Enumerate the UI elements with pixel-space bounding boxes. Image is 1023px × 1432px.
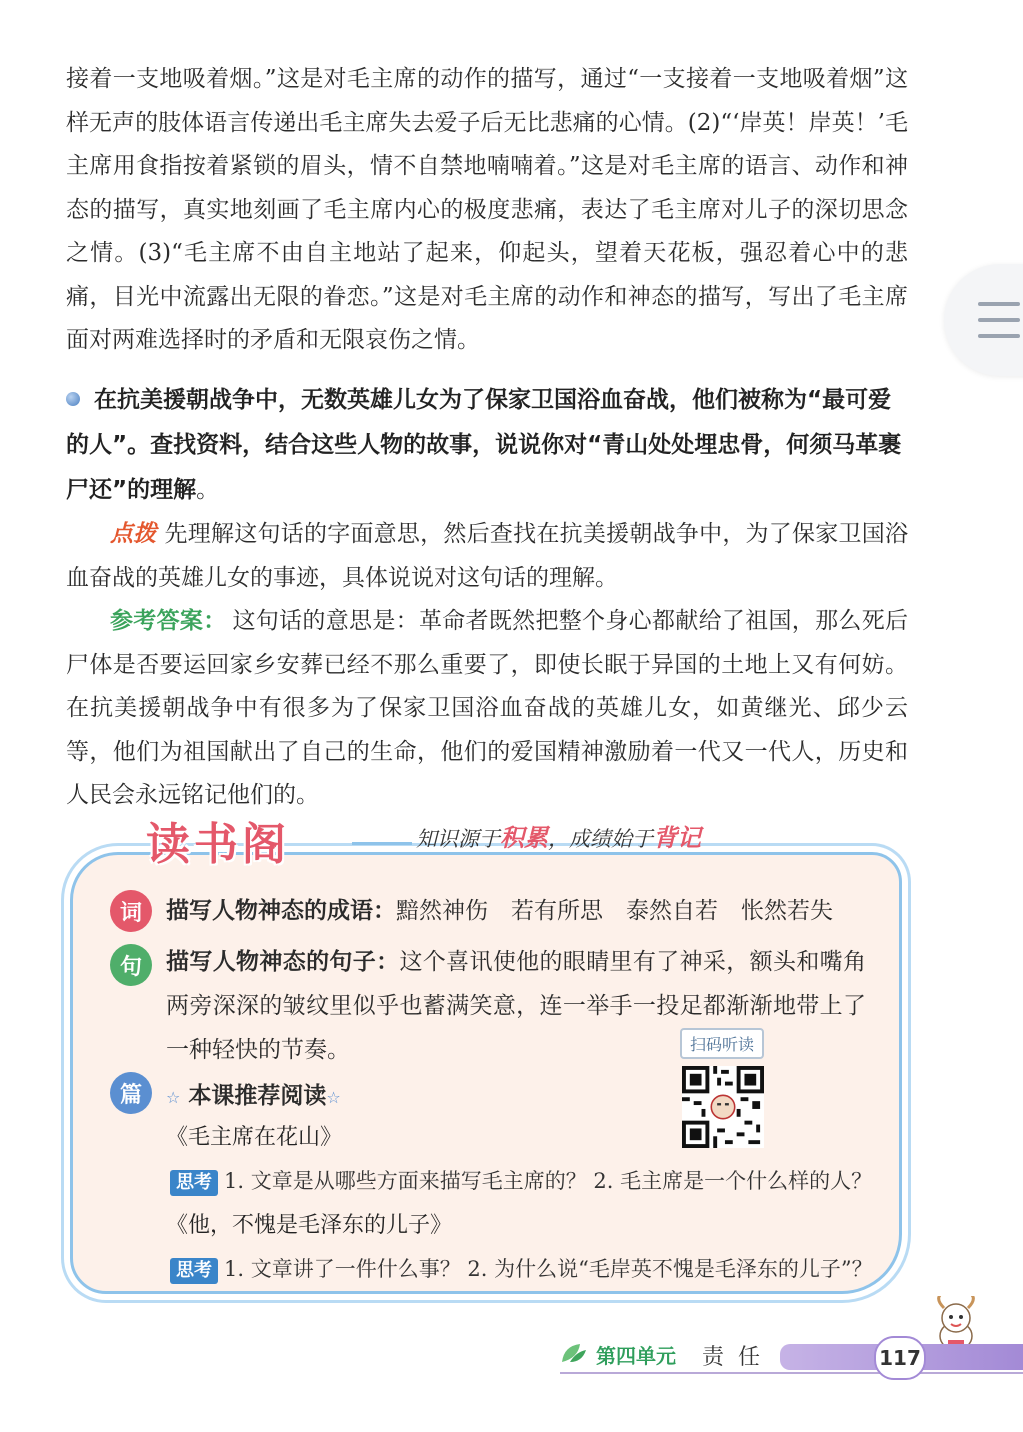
motto-part-a: 知识源于	[416, 827, 500, 851]
think-tag: 思考	[170, 1170, 218, 1196]
motto-separator: ，	[548, 827, 569, 851]
think-tag: 思考	[170, 1258, 218, 1284]
recommend-label: 本课推荐阅读	[188, 1083, 327, 1109]
answer-paragraph	[66, 600, 908, 818]
reading-section-title: 读书阁	[146, 819, 290, 870]
leaf-icon	[560, 1342, 588, 1364]
think-text-1: 1. 文章是从哪些方面来描写毛主席的？ 2. 毛主席是一个什么样的人？	[224, 1169, 873, 1193]
reading-motto	[416, 818, 701, 853]
book-title-2: 《他，不愧是毛泽东的儿子》	[166, 1213, 453, 1238]
page-number: 117	[874, 1336, 926, 1380]
idioms-row	[166, 889, 833, 933]
question-tail: 。	[196, 477, 220, 503]
star-icon: ☆	[326, 1088, 341, 1107]
hint-text: 先理解这句话的字面意思，然后查找在抗美援朝战争中，为了保家卫国浴血奋战的英雄儿女的事迹，具体说说对这句话的理解。	[66, 521, 909, 591]
book-title-1: 《毛主席在花山》	[166, 1125, 343, 1150]
scan-to-listen-label[interactable]: 扫码听读	[680, 1028, 764, 1059]
motto-highlight-a: 积累	[500, 824, 548, 852]
bullet-icon	[66, 392, 80, 406]
think-text-2: 1. 文章讲了一件什么事？ 2. 为什么说“毛岸英不愧是毛泽东的儿子”？	[224, 1257, 873, 1281]
think-row-2	[170, 1254, 873, 1284]
hint-label: 点拨	[110, 520, 157, 547]
motto-part-b: 成绩始于	[569, 827, 653, 851]
footer-rule	[560, 1372, 1023, 1374]
sentence-label: 描写人物神态的句子：	[166, 949, 400, 975]
sentence-text: 这个喜讯使他的眼睛里有了神采，额头和嘴角两旁深深的皱纹里似乎也蓄满笑意，连一举手一投足都渐渐地带上了一种轻快的节奏。	[166, 949, 867, 1063]
recommend-row	[166, 1074, 341, 1120]
word-badge-icon: 词	[110, 890, 152, 932]
answer-text: 这句话的意思是：革命者既然把整个身心都献给了祖国，那么死后尸体是否要运回家乡安葬已经不那么重要了，即使长眠于异国的土地上又有何妨。在抗美援朝战争中有很多为了保家卫国浴血奋战的英雄儿女，如黄继光、邱少云等，他们为祖国献出了自己的生命，他们的爱国精神激励着一代又一代人，历史和人民会永远铭记他们的。	[66, 608, 909, 808]
motto-highlight-b: 背记	[653, 824, 701, 852]
body-paragraph-analysis: 接着一支地吸着烟。”这是对毛主席的动作的描写，通过“一支接着一支地吸着烟”这样无声的肢体语言传递出毛主席失去爱子后无比悲痛的心情。(2)“‘岸英！岸英！’毛主席用食指按着紧锁的眉头，情不自禁地喃喃着。”这是对毛主席的语言、动作和神态的描写，真实地刻画了毛主席内心的极度悲痛，表达了毛主席对儿子的深切思念之情。(3)“毛主席不由自主地站了起来，仰起头，望着天花板，强忍着心中的悲痛，目光中流露出无限的眷恋。”这是对毛主席的动作和神态的描写，写出了毛主席面对两难选择时的矛盾和无限哀伤之情。	[66, 66, 908, 353]
article-badge-icon: 篇	[110, 1072, 152, 1114]
qr-code-icon[interactable]	[682, 1066, 764, 1148]
question-prompt	[66, 378, 908, 513]
motto-divider	[352, 842, 412, 845]
chapter-label: 责任	[702, 1345, 775, 1370]
answer-label: 参考答案：	[110, 608, 227, 634]
unit-label: 第四单元	[596, 1344, 676, 1368]
menu-icon-bar	[978, 318, 1020, 322]
sentence-badge-icon: 句	[110, 944, 152, 986]
idioms-list: 黯然神伤 若有所思 泰然自若 怅然若失	[396, 898, 833, 924]
idioms-label: 描写人物神态的成语：	[166, 898, 396, 924]
menu-icon	[978, 302, 1020, 306]
menu-icon-bar	[978, 334, 1020, 338]
side-menu-button[interactable]	[944, 264, 1023, 376]
think-row-1	[170, 1166, 872, 1196]
hint-paragraph	[66, 512, 908, 600]
question-text: 在抗美援朝战争中，无数英雄儿女为了保家卫国浴血奋战，他们被称为“最可爱的人”。查找资料，结合这些人物的故事，说说你对“青山处处埋忠骨，何须马革裹尸还”的理解	[66, 387, 902, 503]
star-icon: ☆	[166, 1088, 181, 1107]
